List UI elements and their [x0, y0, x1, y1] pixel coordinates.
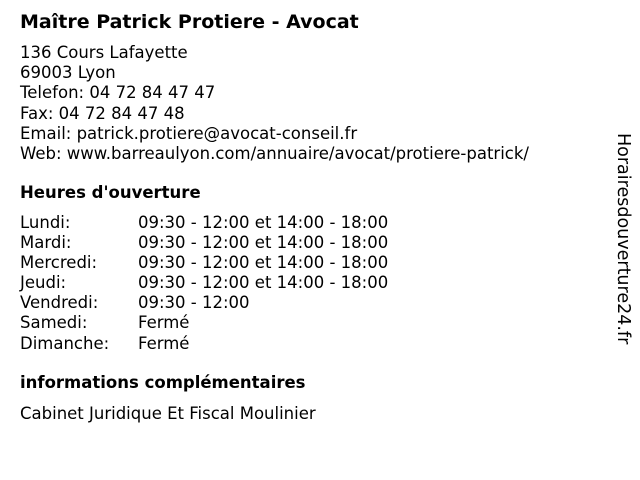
fax-line: Fax: 04 72 84 47 48 [20, 103, 185, 123]
day-label: Mardi: [20, 233, 72, 253]
day-label: Samedi: [20, 313, 88, 333]
day-hours: 09:30 - 12:00 et 14:00 - 18:00 [138, 273, 389, 293]
web-line: Web: www.barreaulyon.com/annuaire/avocat/protiere-patrick/ [20, 143, 529, 163]
day-hours: 09:30 - 12:00 et 14:00 - 18:00 [138, 213, 389, 232]
day-label: Lundi: [20, 213, 71, 232]
day-hours: 09:30 - 12:00 et 14:00 - 18:00 [138, 233, 389, 253]
day-label: Vendredi: [20, 293, 99, 313]
hours-row-monday [20, 213, 388, 233]
day-hours: Fermé [138, 313, 190, 333]
hours-row-friday [20, 293, 388, 313]
hours-row-thursday [20, 273, 388, 293]
info-text: Cabinet Juridique Et Fiscal Moulinier [20, 404, 316, 423]
email-line: Email: patrick.protiere@avocat-conseil.fr [20, 123, 358, 143]
day-label: Mercredi: [20, 253, 98, 273]
hours-row-saturday [20, 313, 388, 333]
contact-block [20, 43, 529, 164]
day-label: Jeudi: [20, 273, 67, 293]
hours-row-wednesday [20, 253, 388, 273]
day-hours: 09:30 - 12:00 [138, 293, 250, 313]
info-heading: informations complémentaires [20, 373, 306, 392]
hours-row-tuesday [20, 233, 388, 253]
hours-row-sunday [20, 334, 388, 354]
city-address: 69003 Lyon [20, 63, 116, 83]
phone-line: Telefon: 04 72 84 47 47 [20, 83, 216, 103]
day-label: Dimanche: [20, 333, 110, 353]
day-hours: 09:30 - 12:00 et 14:00 - 18:00 [138, 253, 389, 273]
street-address: 136 Cours Lafayette [20, 43, 188, 62]
day-hours: Fermé [138, 333, 190, 353]
hours-heading: Heures d'ouverture [20, 183, 201, 202]
site-watermark: Horairesdouverture24.fr [613, 133, 633, 345]
page-title: Maître Patrick Protiere - Avocat [20, 11, 359, 33]
hours-table [20, 213, 388, 354]
